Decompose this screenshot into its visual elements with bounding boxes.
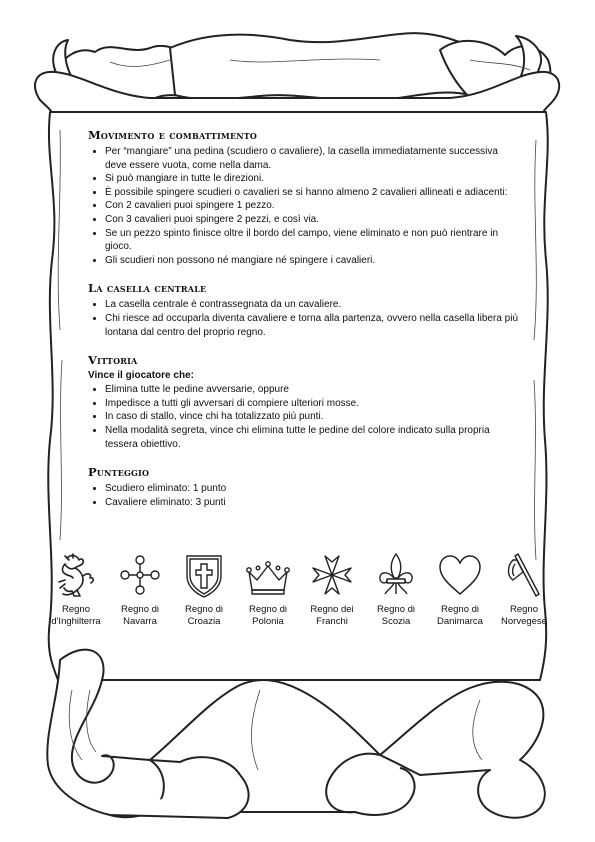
kingdom-croazia xyxy=(172,550,236,627)
kingdom-label: Regno di Croazia xyxy=(184,604,224,627)
rules-content xyxy=(88,128,518,523)
section-heading: Movimento e combattimento xyxy=(88,128,258,142)
kingdom-label: Regno d'Inghilterra xyxy=(51,604,101,627)
kingdom-label: Regno di Danimarca xyxy=(437,604,483,627)
list-item: • Nella modalità segreta, vince chi elimina tutte le pedine del colore indicato sulla propria tessera obiettivo. xyxy=(105,424,518,451)
rules-list xyxy=(88,383,518,451)
kingdom-emblems xyxy=(44,550,556,627)
list-item: • Cavaliere eliminato: 3 punti xyxy=(105,496,518,510)
list-item: • Gli scudieri non possono né mangiare né spingere i cavalieri. xyxy=(105,254,518,268)
list-item: • Impedisce a tutti gli avversari di compiere ulteriori mosse. xyxy=(105,397,518,411)
list-item: • Elimina tutte le pedine avversarie, oppure xyxy=(105,383,518,397)
list-item: • La casella centrale è contrassegnata da un cavaliere. xyxy=(105,298,518,312)
kingdom-norvegese xyxy=(492,550,556,627)
lion-rampant-icon xyxy=(53,550,99,600)
list-item: • Scudiero eliminato: 1 punto xyxy=(105,482,518,496)
kingdom-label: Regno dei Franchi xyxy=(310,604,354,627)
list-item: • In caso di stallo, vince chi ha totalizzato più punti. xyxy=(105,410,518,424)
axe-icon xyxy=(501,550,547,600)
crown-icon xyxy=(245,550,291,600)
kingdom-navarra xyxy=(108,550,172,627)
kingdom-label: Regno Norvegese xyxy=(501,604,547,627)
kingdom-england xyxy=(44,550,108,627)
rules-list xyxy=(88,298,518,339)
kingdom-label: Regno di Navarra xyxy=(120,604,160,627)
kingdom-label: Regno di Polonia xyxy=(248,604,288,627)
list-item: • Con 2 cavalieri puoi spingere 1 pezzo. xyxy=(105,199,518,213)
rules-list xyxy=(88,482,518,509)
maltese-cross-icon xyxy=(309,550,355,600)
shield-cross-icon xyxy=(181,550,227,600)
kingdom-polonia xyxy=(236,550,300,627)
chain-cross-icon xyxy=(117,550,163,600)
section-heading: Vittoria xyxy=(88,353,138,368)
section-movimento xyxy=(88,128,518,267)
kingdom-scozia xyxy=(364,550,428,627)
kingdom-franchi xyxy=(300,550,364,627)
heart-icon xyxy=(437,550,483,600)
kingdom-label: Regno di Scozia xyxy=(376,604,416,627)
kingdom-danimarca xyxy=(428,550,492,627)
section-heading: Punteggio xyxy=(88,465,150,480)
list-item: • È possibile spingere scudieri o cavalieri se si hanno almeno 2 cavalieri allineati e adiacenti: xyxy=(105,186,518,200)
section-casella-centrale xyxy=(88,281,518,339)
list-item: • Chi riesce ad occuparla diventa cavaliere e torna alla partenza, ovvero nella casella libera più lontana dal centro del proprio regno. xyxy=(105,312,518,339)
list-item: • Con 3 cavalieri puoi spingere 2 pezzi, e così via. xyxy=(105,213,518,227)
section-intro: Vince il giocatore che: xyxy=(88,370,194,382)
list-item: • Si può mangiare in tutte le direzioni. xyxy=(105,172,518,186)
list-item: • Per “mangiare” una pedina (scudiero o cavaliere), la casella immediatamente successiva deve essere vuota, come nella dama. xyxy=(105,145,518,172)
section-punteggio xyxy=(88,465,518,509)
rules-list xyxy=(88,145,518,267)
section-heading: La casella centrale xyxy=(88,281,207,296)
list-item: • Se un pezzo spinto finisce oltre il bordo del campo, viene eliminato e non può rientrare in gioco. xyxy=(105,227,518,254)
section-vittoria xyxy=(88,353,518,451)
fleur-de-lis-icon xyxy=(373,550,419,600)
